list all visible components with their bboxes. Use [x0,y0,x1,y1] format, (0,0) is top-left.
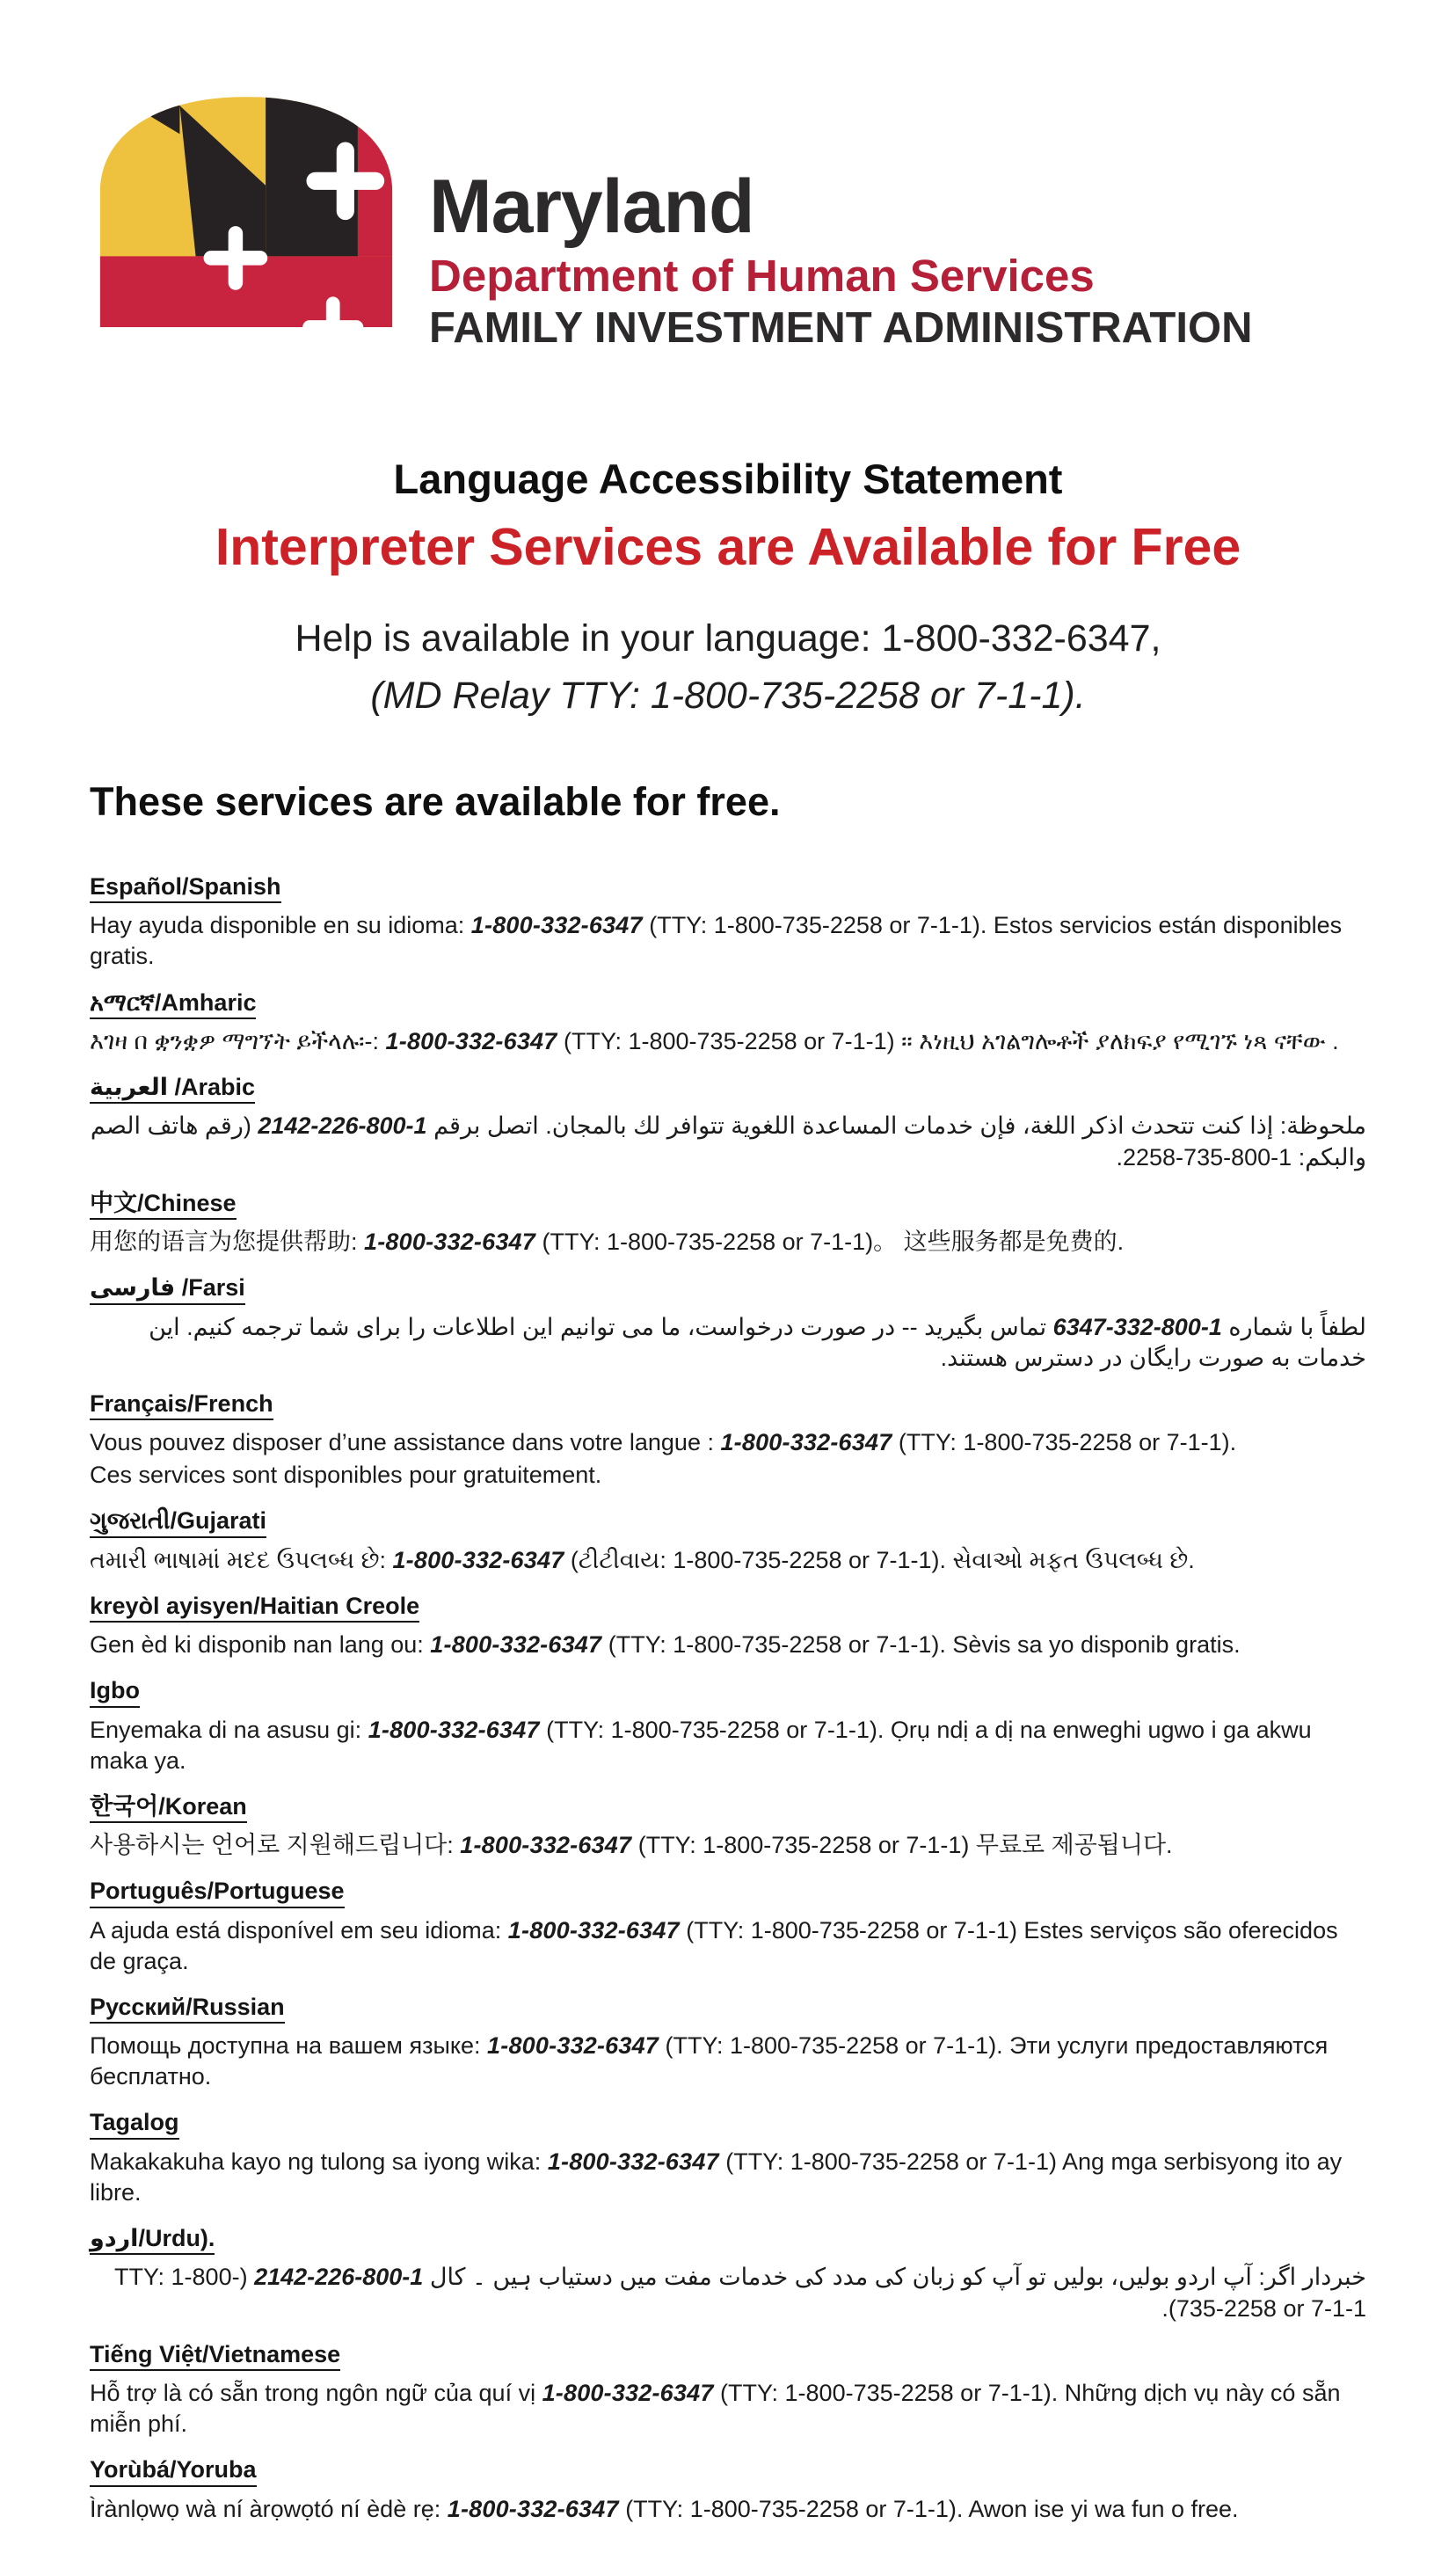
language-body: 사용하시는 언어로 지원해드립니다: 1-800-332-6347 (TTY: 1-800-735-2258 or 7-1-1) 무료로 제공됩니다. [90,1832,1173,1859]
language-heading: فارسی /Farsi [90,1273,245,1304]
language-body: እገዛ በ ቋንቋዎ ማግኘት ይችላሉ፡-: 1-800-332-6347 (TTY: 1-800-735-2258 or 7-1-1) ። እነዚህ አገልግሎቶች ያለክፍያ የሚገኙ ነጻ ናቸው . [90,1027,1339,1054]
language-heading: ગુજરાતી/Gujarati [90,1506,266,1537]
language-body-group [90,2262,1366,2323]
language-heading: اردو/Urdu). [90,2224,215,2255]
language-section [90,1993,1366,2093]
language-body: Ìrànlọwọ wà ní àrọwọtó ní èdè rẹ: 1-800-332-6347 (TTY: 1-800-735-2258 or 7-1-1). Awon ise yi wa fun o free. [90,2495,1239,2522]
md-relay-tty-line: (MD Relay TTY: 1-800-735-2258 or 7-1-1). [370,674,1086,717]
language-body: Enyemaka di na asusu gi: 1-800-332-6347 (TTY: 1-800-735-2258 or 7-1-1). Ọrụ ndị a dị na enweghi ugwo i ga akwu maka ya. [90,1716,1312,1774]
language-body: Ces services sont disponibles pour gratuitement. [90,1462,602,1489]
language-body-group [90,2494,1366,2525]
language-body-group [90,1111,1366,1172]
language-heading: Tagalog [90,2108,179,2139]
language-section [90,1592,1366,1660]
language-body: Gen èd ki disponib nan lang ou: 1-800-332-6347 (TTY: 1-800-735-2258 or 7-1-1). Sèvis sa yo disponib gratis. [90,1631,1241,1659]
language-section [90,2455,1366,2524]
services-free-line: These services are available for free. [90,778,781,824]
language-body: Makakakuha kayo ng tulong sa iyong wika: 1-800-332-6347 (TTY: 1-800-735-2258 or 7-1-1) Ang mga serbisyong ito ay libre. [90,2148,1343,2206]
language-section [90,1676,1366,1776]
help-phone-line: Help is available in your language: 1-800-332-6347, [295,616,1161,660]
language-heading: Yorùbá/Yoruba [90,2455,257,2486]
logo-department-name: Department of Human Services [429,251,1095,301]
language-body-group [90,1026,1366,1057]
language-section [90,1389,1366,1492]
language-section [90,1073,1366,1173]
language-body-group [90,1312,1366,1374]
language-body-group [90,1715,1366,1776]
language-section [90,872,1366,973]
language-body: ملحوظة: إذا كنت تتحدث اذكر اللغة، فإن خدمات المساعدة اللغوية تتوافر لك بالمجان. اتصل برقم 1-800-226-2142 (رقم هاتف الصم والبكم: 1-800-735-2258. [90,1112,1366,1171]
language-body-group [90,1630,1366,1660]
language-section [90,1877,1366,1977]
language-body: خبردار اگر: آپ اردو بولیں، بولیں تو آپ کو زبان کی مدد کی خدمات مفت میں دستیاب ہیں ۔ کال 1-800-226-2142 (TTY: 1-800-735-2258 or 7-1-1). [114,2264,1366,2322]
language-heading: kreyòl ayisyen/Haitian Creole [90,1592,419,1623]
language-body: Hay ayuda disponible en su idioma: 1-800-332-6347 (TTY: 1-800-735-2258 or 7-1-1). Estos servicios están disponibles gratis. [90,912,1343,970]
language-heading: Русский/Russian [90,1993,285,2024]
language-section [90,988,1366,1057]
language-body: A ajuda está disponível em seu idioma: 1-800-332-6347 (TTY: 1-800-735-2258 or 7-1-1) Estes serviços são oferecidos de graça. [90,1916,1338,1974]
language-body-group [90,1830,1366,1861]
language-body-group [90,1227,1366,1258]
agency-logo-text [429,88,1252,353]
language-body-group [90,1545,1366,1576]
interpreter-title: Interpreter Services are Available for Free [215,517,1241,576]
language-body-group [90,2378,1366,2440]
language-body: Vous pouvez disposer d’une assistance dans votre langue : 1-800-332-6347 (TTY: 1-800-735-2258 or 7-1-1). [90,1429,1237,1456]
language-section [90,1189,1366,1258]
language-heading: አማርኛ/Amharic [90,988,256,1019]
language-body: તમારી ભાષામાં મદદ ઉપલબ્ધ છે: 1-800-332-6347 (ટીટીવાય: 1-800-735-2258 or 7-1-1). સેવાઓ મફત ઉપલબ્ધ છે. [90,1546,1195,1573]
maryland-flag-logo-icon [90,88,403,327]
language-heading: Tiếng Việt/Vietnamese [90,2340,340,2371]
language-section [90,2108,1366,2208]
language-body-group [90,2147,1366,2208]
language-body: لطفاً با شماره 1-800-332-6347 تماس بگیرید -- در صورت درخواست، ما می توانیم این اطلاعات را برای شما ترجمه کنیم. این خدمات به صورت رایگان در دسترس هستند. [149,1313,1366,1371]
language-heading: Français/French [90,1389,273,1420]
language-body: Hỗ trợ là có sẵn trong ngôn ngữ của quí vị 1-800-332-6347 (TTY: 1-800-735-2258 or 7-1-1). Những dịch vụ này có sẵn miễn phí. [90,2380,1341,2438]
language-section [90,2340,1366,2440]
language-body-group [90,1427,1366,1491]
language-heading: Igbo [90,1676,140,1707]
language-section [90,1792,1366,1861]
logo-division-name: FAMILY INVESTMENT ADMINISTRATION [429,304,1253,353]
language-heading: العربية /Arabic [90,1073,255,1104]
language-section [90,2224,1366,2324]
language-heading: Português/Portuguese [90,1877,345,1907]
statement-title: Language Accessibility Statement [393,455,1063,502]
language-body: Помощь доступна на вашем языке: 1-800-332-6347 (TTY: 1-800-735-2258 or 7-1-1). Эти услуги предоставляются бесплатно. [90,2032,1329,2090]
language-heading: Español/Spanish [90,872,281,903]
language-body-group [90,910,1366,972]
agency-logo [90,88,1366,353]
language-section [90,1506,1366,1575]
language-sections [90,872,1366,2525]
language-body-group [90,2031,1366,2092]
language-body: 用您的语言为您提供帮助: 1-800-332-6347 (TTY: 1-800-735-2258 or 7-1-1)。 这些服务都是免费的. [90,1229,1125,1256]
language-heading: 中文/Chinese [90,1189,237,1220]
language-section [90,1273,1366,1374]
language-body-group [90,1915,1366,1977]
language-heading: 한국어/Korean [90,1792,247,1823]
logo-state-name: Maryland [429,164,754,249]
